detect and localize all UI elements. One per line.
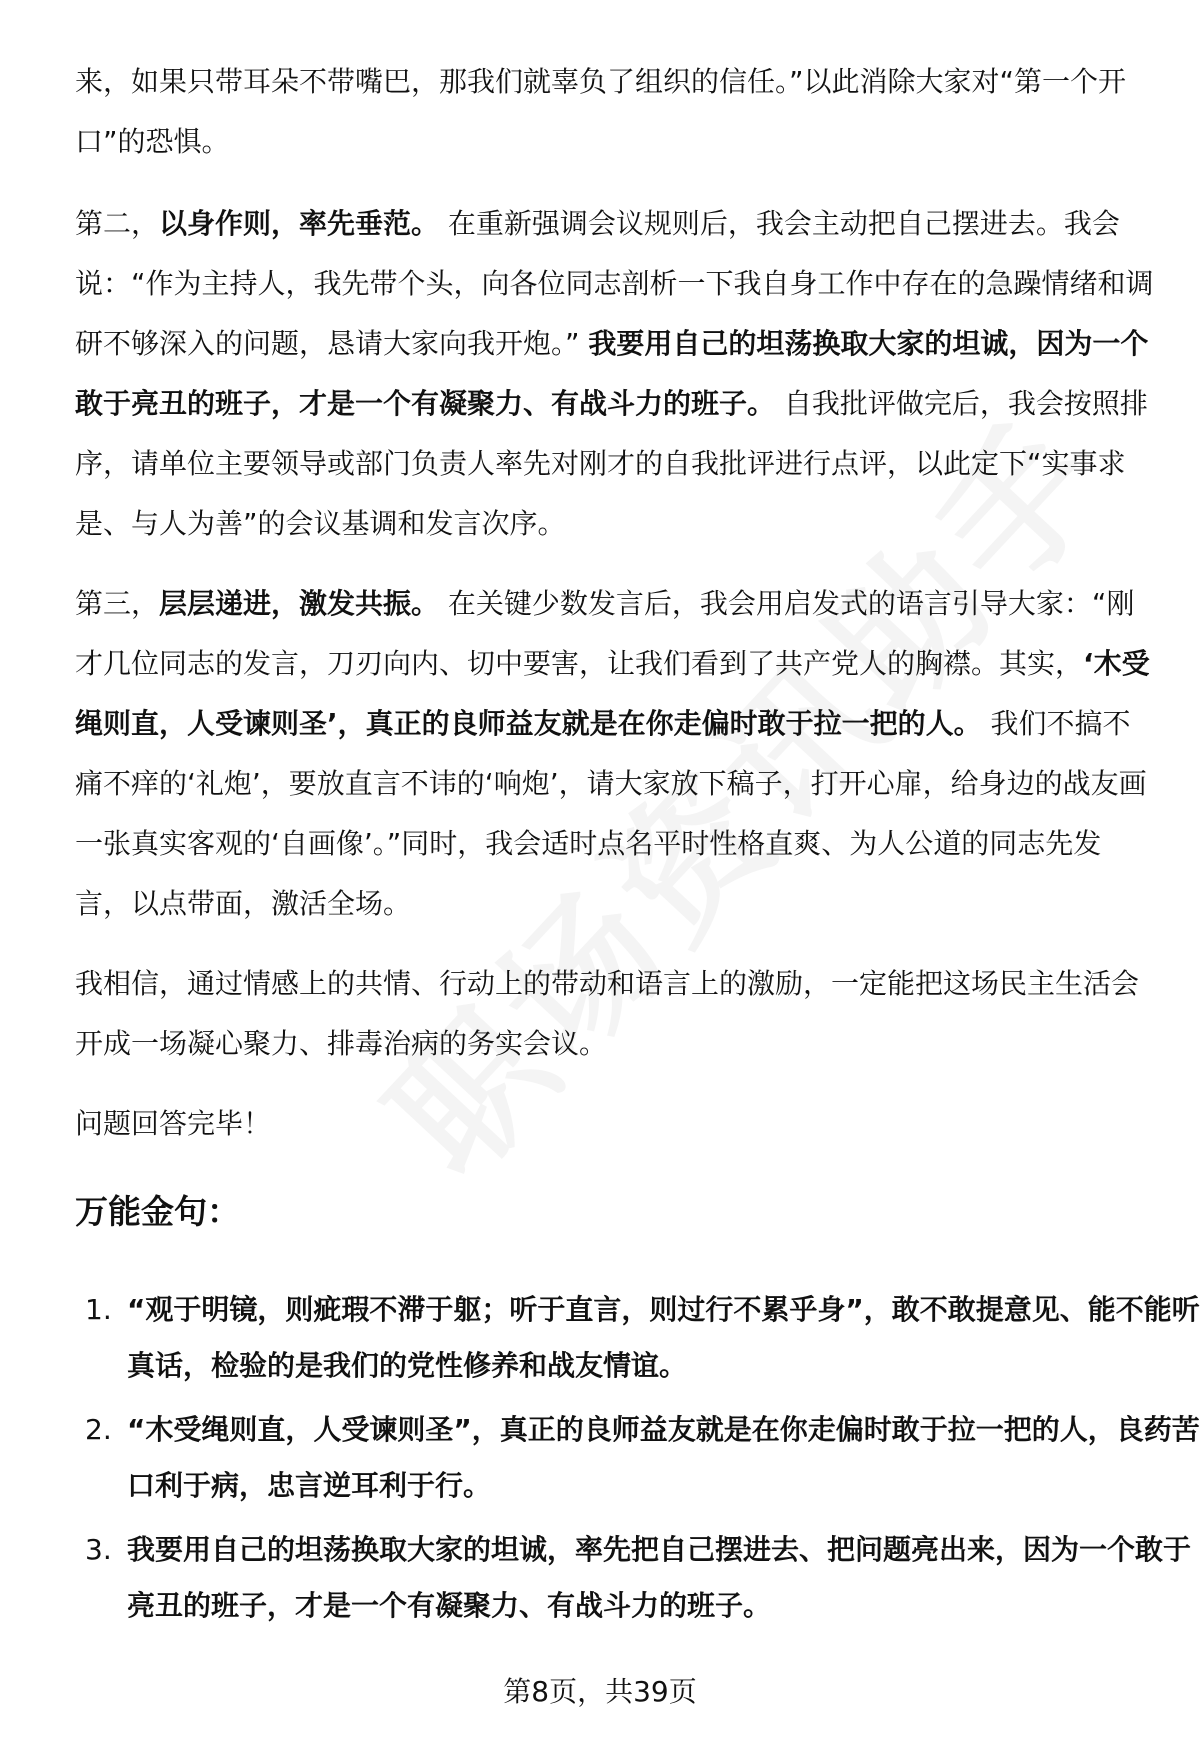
third-point-text: 在关键少数发言后，我会用启发式的语言引导大家：“刚才几位同志的发言，刀刃向内、切中要害，让我们看到了共产党人的胸襟。其实， [75, 587, 1135, 680]
list-item [75, 1402, 1200, 1514]
list-item-text: “木受绳则直，人受谏则圣”，真正的良师益友就是在你走偏时敢于拉一把的人，良药苦口利于病，忠言逆耳利于行。 [127, 1413, 1200, 1502]
paragraph-third-point [75, 574, 1155, 934]
paragraph-conclusion: 我相信，通过情感上的共情、行动上的带动和语言上的激励，一定能把这场民主生活会开成一场凝心聚力、排毒治病的务实会议。 [75, 967, 1140, 1060]
paragraph-second-point [75, 194, 1155, 554]
third-point-lead: 第三， [75, 587, 160, 620]
second-point-bold: 我要用自己的坦荡换取大家的坦诚，因为一个敢于亮丑的班子，才是一个有凝聚力、有战斗力的班子。 [75, 327, 1149, 420]
page-footer: 第8页，共39页 [503, 1675, 697, 1708]
list-item [75, 1282, 1200, 1394]
list-item-number: 2. [85, 1413, 112, 1446]
third-point-heading: 层层递进，激发共振。 [159, 587, 440, 620]
section-title: 万能金句： [75, 1192, 240, 1231]
second-point-text-end: 自我批评做完后，我会按照排序，请单位主要领导或部门负责人率先对刚才的自我批评进行点评，以此定下“实事求是、与人为善”的会议基调和发言次序。 [75, 387, 1148, 540]
list-item-text: “观于明镜，则疵瑕不滞于躯；听于直言，则过行不累乎身”，敢不敢提意见、能不能听真话，检验的是我们的党性修养和战友情谊。 [127, 1293, 1200, 1382]
second-point-text: 在重新强调会议规则后，我会主动把自己摆进去。我会说：“作为主持人，我先带个头，向各位同志剖析一下我自身工作中存在的急躁情绪和调研不够深入的问题，恳请大家向我开炮。” [75, 207, 1154, 360]
third-point-bold: ‘木受绳则直，人受谏则圣’，真正的良师益友就是在你走偏时敢于拉一把的人。 [75, 647, 1150, 740]
quotes-list [75, 1282, 1200, 1634]
list-item-text: 我要用自己的坦荡换取大家的坦诚，率先把自己摆进去、把问题亮出来，因为一个敢于亮丑的班子，才是一个有凝聚力、有战斗力的班子。 [127, 1533, 1192, 1622]
document-body [75, 52, 1200, 1642]
paragraph-intro-end: 来，如果只带耳朵不带嘴巴，那我们就辜负了组织的信任。”以此消除大家对“第一个开口”的恐惧。 [75, 65, 1127, 158]
list-item-number: 3. [85, 1533, 112, 1566]
list-item-number: 1. [85, 1293, 112, 1326]
list-item [75, 1522, 1200, 1634]
third-point-text-end: 我们不搞不痛不痒的‘礼炮’，要放直言不讳的‘响炮’，请大家放下稿子，打开心扉，给身边的战友画一张真实客观的‘自画像’。”同时，我会适时点名平时性格直爽、为人公道的同志先发言，以点带面，激活全场。 [75, 707, 1147, 920]
second-point-heading: 以身作则，率先垂范。 [159, 207, 440, 240]
paragraph-closing: 问题回答完毕！ [75, 1107, 272, 1140]
second-point-lead: 第二， [75, 207, 160, 240]
